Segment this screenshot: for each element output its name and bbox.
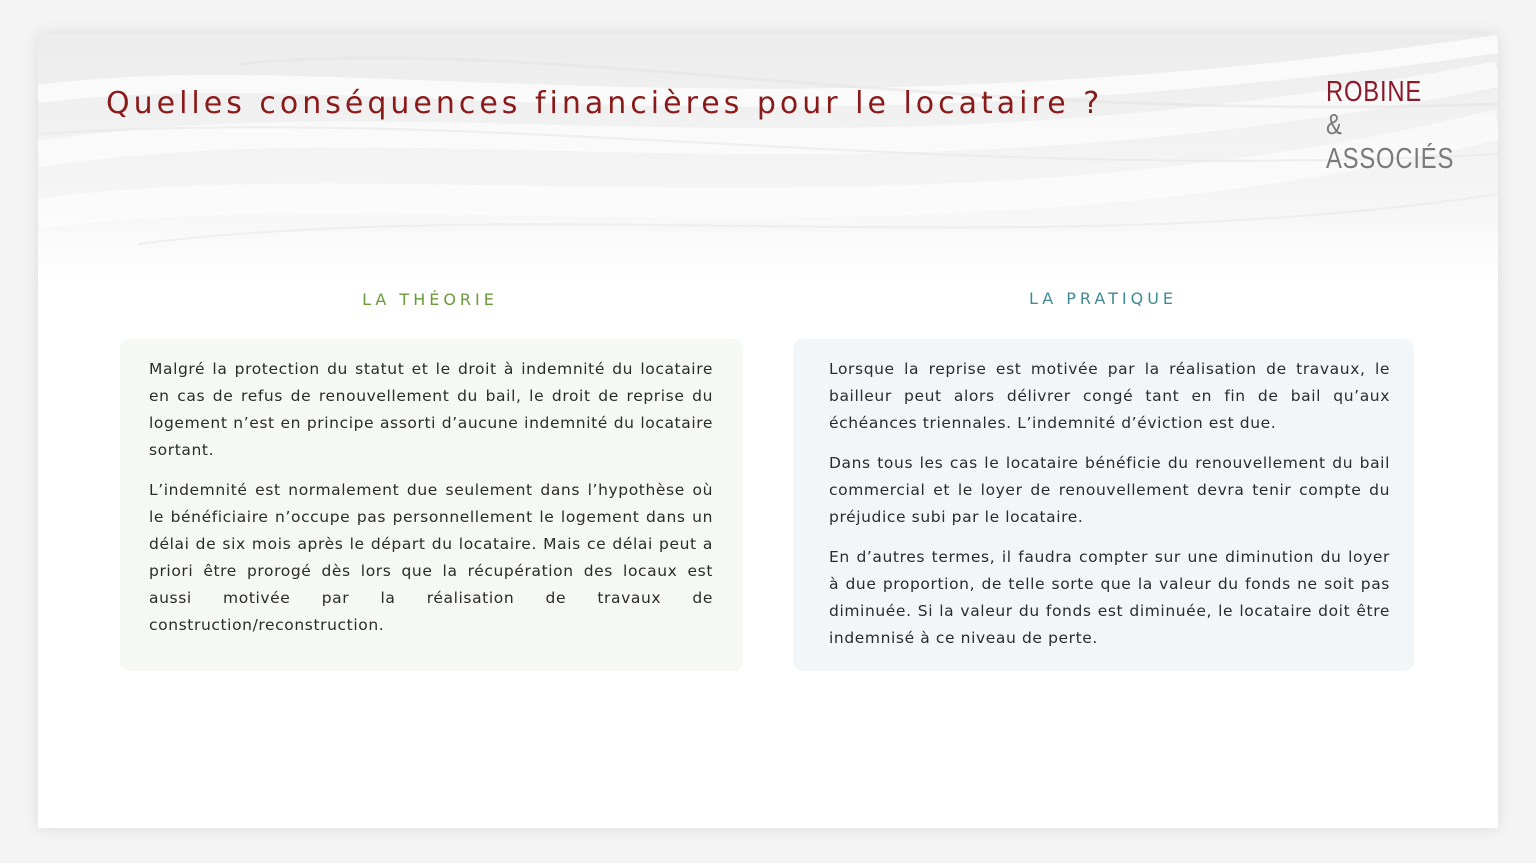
slide (38, 34, 1498, 828)
theory-heading: LA THÉORIE (362, 290, 498, 309)
page-title: Quelles conséquences financières pour le locataire ? (106, 86, 1104, 121)
theory-paragraph-2: L’indemnité est normalement due seulement dans l’hypothèse où le bénéficiaire n’occupe pas personnellement le logement dans un délai de six mois après le départ du locataire. Mais ce délai peut a priori être prorogé dès lors que la récupération des locaux est aussi motivée par la réalisation de travaux de construction/reconstruction. (149, 481, 713, 634)
background-swoosh (38, 34, 1498, 284)
logo-line-2: & ASSOCIÉS (1326, 109, 1455, 175)
practice-card (793, 339, 1414, 671)
practice-heading: LA PRATIQUE (1028, 289, 1178, 308)
practice-paragraph-1: Lorsque la reprise est motivée par la réalisation de travaux, le bailleur peut alors délivrer congé tant en fin de bail qu’aux échéances triennales. L’indemnité d’éviction est due. (829, 360, 1390, 432)
logo-line-1: ROBINE (1326, 76, 1423, 108)
practice-paragraph-2: Dans tous les cas le locataire bénéficie du renouvellement du bail commercial et le loyer de renouvellement devra tenir compte du préjudice subi par le locataire. (829, 454, 1390, 526)
practice-paragraph-3: En d’autres termes, il faudra compter sur une diminution du loyer à due proportion, de telle sorte que la valeur du fonds ne soit pas diminuée. Si la valeur du fonds est diminuée, le locataire doit être indemnisé à ce niveau de perte. (829, 548, 1390, 647)
theory-paragraph-1: Malgré la protection du statut et le droit à indemnité du locataire en cas de refus de renouvellement du bail, le droit de reprise du logement n’est en principe assorti d’aucune indemnité du locataire sortant. (149, 360, 713, 459)
theory-card (120, 339, 743, 671)
company-logo (1326, 76, 1466, 176)
